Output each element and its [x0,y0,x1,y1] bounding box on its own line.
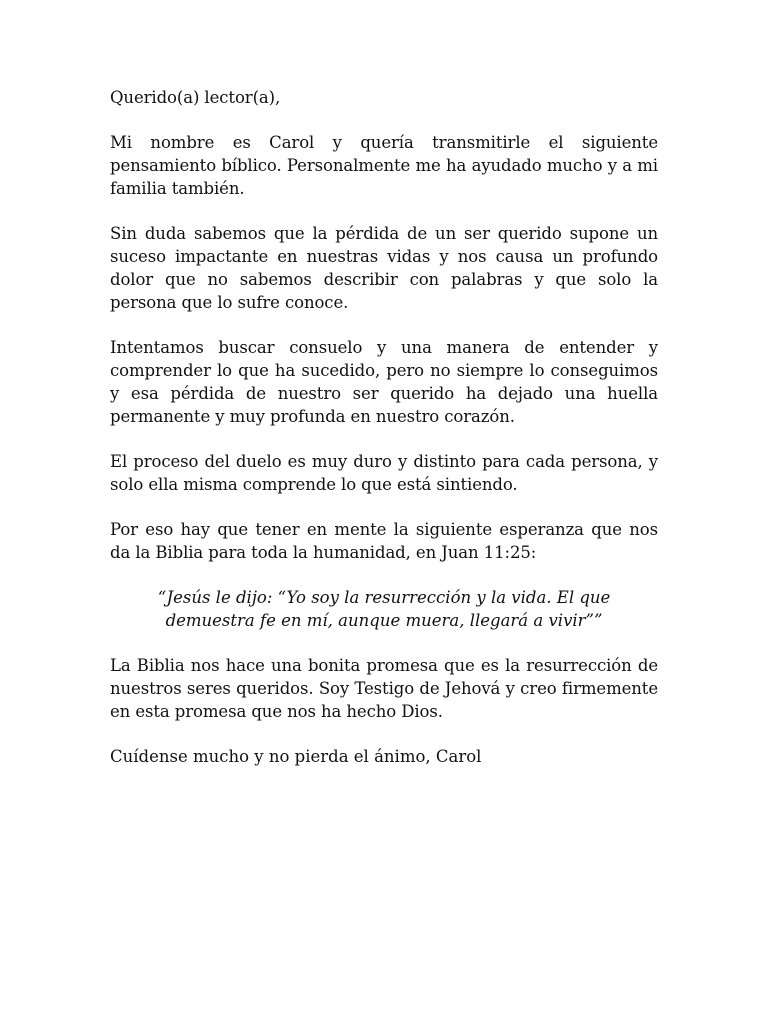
closing-signature: Cuídense mucho y no pierda el ánimo, Carol [110,747,482,766]
greeting: Querido(a) lector(a), [110,88,281,107]
letter-body [110,86,658,768]
paragraph-introduction: Mi nombre es Carol y quería transmitirle el siguiente pensamiento bíblico. Personalmente me ha ayudado mucho y a mi familia también. [110,133,658,198]
paragraph-loss: Sin duda sabemos que la pérdida de un ser querido supone un suceso impactante en nuestras vidas y nos causa un profundo dolor que no sabemos describir con palabras y que solo la persona que lo sufre conoce. [110,224,658,312]
paragraph-promise: La Biblia nos hace una bonita promesa que es la resurrección de nuestros seres queridos. Soy Testigo de Jehová y creo firmemente en esta promesa que nos ha hecho Dios. [110,656,658,721]
paragraph-hope: Por eso hay que tener en mente la siguiente esperanza que nos da la Biblia para toda la humanidad, en Juan 11:25: [110,520,658,562]
bible-quote: “Jesús le dijo: “Yo soy la resurrección y la vida. El que demuestra fe en mí, aunque muera, llegará a vivir”” [157,588,611,630]
paragraph-grief-process: El proceso del duelo es muy duro y distinto para cada persona, y solo ella misma comprende lo que está sintiendo. [110,452,658,494]
paragraph-consolation: Intentamos buscar consuelo y una manera de entender y comprender lo que ha sucedido, pero no siempre lo conseguimos y esa pérdida de nuestro ser querido ha dejado una huella permanente y muy profunda en nuestro corazón. [110,338,658,426]
